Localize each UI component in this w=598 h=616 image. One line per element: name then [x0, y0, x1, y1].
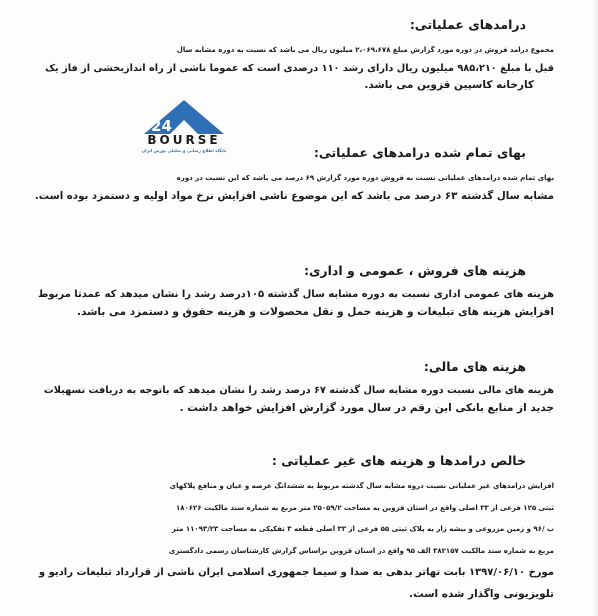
scan-shadow	[592, 0, 598, 616]
paragraph-financial-expenses	[44, 382, 554, 417]
text-line: قبل با مبلغ ۹۸۵،۲۱۰ میلیون ریال دارای رشد ۱۱۰ درصدی است که عموما ناشی از راه اندازبخشی از فاز یک	[45, 62, 554, 74]
text-line: مشابه سال گذشته ۶۳ درصد می باشد که این موضوع ناشی افزایش نرخ مواد اولیه و دستمزد بوده است.	[34, 189, 554, 202]
text-line: مجموع درامد فروش در دوره مورد گزارش مبلغ ۲،۰۶۹،۶۷۸ میلیون ریال می باشد که نسبت به دوره مشابه سال	[176, 46, 554, 54]
paragraph-cost-of-revenue	[35, 170, 554, 205]
text-line: ثبتی ۱۲۵ فرعی از ۳۳ اصلی واقع در استان قزوین به مساحت ۲۵۰۵۹/۲ متر مربع به شماره سند مالکیت ۱۸۰۶۲۶	[175, 503, 554, 512]
logo-number: 24	[151, 117, 172, 135]
bourse24-logo	[128, 98, 240, 154]
text-line: بهای تمام شده درامدهای عملیاتی نسبت به فروش دوره مورد گزارش ۶۹ درصد می باشد که این نسبت در دوره	[176, 174, 554, 182]
heading-non-operating: خالص درامدها و هزینه های غیر عملیاتی :	[271, 453, 526, 468]
heading-financial-expenses: هزینه های مالی:	[423, 359, 526, 374]
text-line: هزینه های مالی نسبت دوره مشابه سال گذشته ۶۷ درصد رشد را نشان میدهد که باتوجه به دریافت تسهیلات	[43, 385, 554, 396]
text-line: جدید از منابع بانکی این رقم در سال مورد گزارش افزایش خواهد داشت .	[179, 401, 554, 414]
text-line: هزینه های عمومی اداری نسبت به دوره مشابه سال گذشته ۱۰۵درصد رشد را نشان میدهد که عمدتا مربوط	[37, 289, 554, 300]
text-line: ب /۹۶ و زمین مزروعی و بیشه زار به پلاک ثبتی ۵۵ فرعی از ۳۳ اصلی قطعه ۳ تفکیکی به مساحت ۱۱۰۹۳/۲۳ متر	[171, 525, 554, 533]
text-line: افزایش درامدهای غیر عملیاتی نسبت دروه مشابه سال گذشته مربوط به ششدانگ عرصه و عیان و منافع پلاکهای	[169, 482, 554, 490]
text-line: کارخانه کاسپین قزوین می باشد.	[364, 79, 534, 91]
logo-wordmark: BOURSE	[147, 133, 221, 147]
paragraph-operating-revenue	[45, 42, 554, 95]
heading-operating-revenue: درامدهای عملیاتی:	[409, 17, 526, 32]
text-line: مورخ ۱۳۹۷/۰۶/۱۰ بابت تهاتر بدهی به صدا و سیما جمهوری اسلامی ایران ناشی از قرارداد تبلیغات رادیو و	[38, 567, 554, 578]
text-line: تلویزیونی واگذار شده است.	[409, 587, 554, 600]
text-line: مربع به شماره سند مالکیت ۳۸۲۱۵۷ الف ۹۵ واقع در استان قزوین براساس گزارش کارشناسان رسمی دادگستری	[168, 546, 554, 555]
heading-selling-admin-expenses: هزینه های فروش ، عمومی و اداری:	[303, 263, 526, 278]
heading-cost-of-revenue: بهای تمام شده درامدهای عملیاتی:	[313, 145, 526, 160]
paragraph-selling-admin-expenses	[38, 286, 554, 321]
logo-subtitle: پایگاه اطلاع رسانی و تحلیلی بورس ایران	[141, 148, 227, 153]
text-line: افزایش هزینه های تبلیغات و هزینه حمل و نقل محصولات و هزینه حقوق و دستمزد می باشد.	[77, 305, 554, 318]
paragraph-non-operating	[39, 476, 554, 605]
